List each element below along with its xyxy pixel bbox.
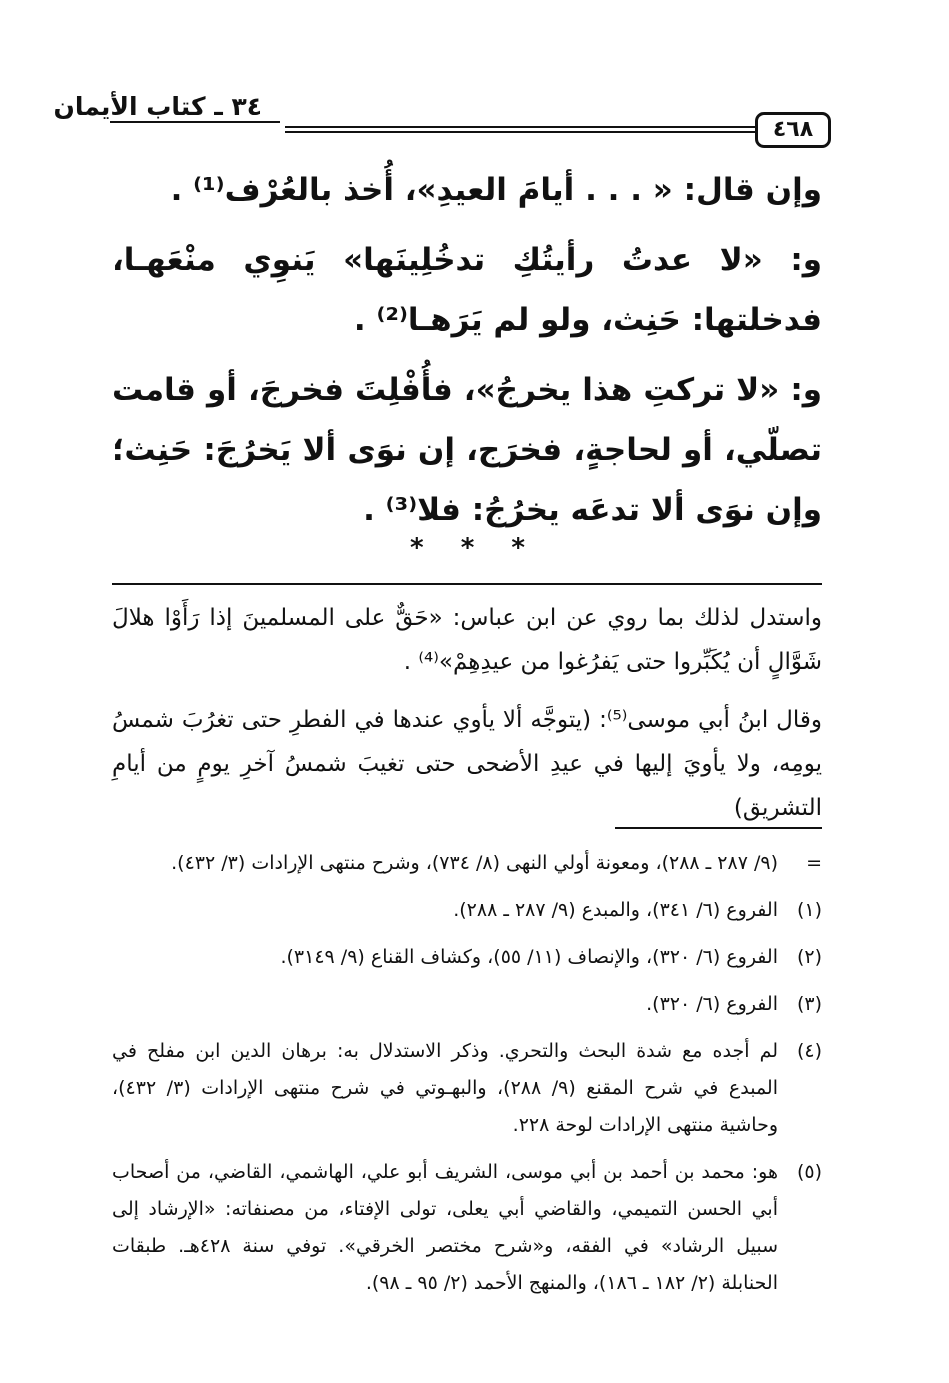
footnote-text: (٩/ ٢٨٧ ـ ٢٨٨)، ومعونة أولي النهى (٨/ ٧٣٤)، وشرح منتهى الإرادات (٣/ ٤٣٢). bbox=[171, 852, 778, 874]
footnote-number: = bbox=[806, 852, 822, 874]
footnote bbox=[112, 939, 822, 976]
footnote-text: الفروع (٦/ ٣٤١)، والمبدع (٩/ ٢٨٧ ـ ٢٨٨). bbox=[453, 899, 778, 921]
continuation-paragraph: وقال ابنُ أبي موسى⁽⁵⁾: (يتوجَّه ألا يأوي عندها في الفطرِ حتى تغرُبَ شمسُ يومِه، ولا يأويَ إليها في عيدِ الأضحى حتى تغيبَ شمسُ آخرِ يومٍ من أيامِ التشريق) bbox=[112, 707, 822, 821]
footnote bbox=[112, 892, 822, 929]
footnote-text: لم أجده مع شدة البحث والتحري. وذكر الاستدلال به: برهان الدين ابن مفلح في المبدع في شرح المقنع (٩/ ٢٨٨)، والبهـوتي في شرح منتهى الإرادات (٣/ ٤٣٢)، وحاشية منتهى الإرادات لوحة ٢٢٨. bbox=[112, 1040, 778, 1136]
footnote bbox=[112, 986, 822, 1023]
section-separator: * * * bbox=[410, 533, 539, 563]
footnote-number: (٤) bbox=[796, 1040, 822, 1062]
main-paragraph: و: «لا تركتِ هذا يخرجُ»، فأُفْلِتَ فخرجَ، أو قامت تصلّي، أو لحاجةٍ، فخرَج، إن نوَى ألا يَخرُجَ: حَنِث؛ وإن نوَى ألا تدعَه يخرُجُ: فلا⁽³⁾ . bbox=[112, 372, 822, 528]
footnote-number: (١) bbox=[796, 899, 822, 921]
continuation-rule bbox=[112, 583, 822, 585]
chapter-title: ٣٤ ـ كتاب الأيمان bbox=[53, 92, 262, 121]
footnote-text: الفروع (٦/ ٣٢٠). bbox=[646, 993, 778, 1015]
footnote bbox=[112, 1033, 822, 1144]
continuation-text bbox=[112, 596, 822, 844]
footnotes bbox=[112, 845, 822, 1312]
footnote-number: (٢) bbox=[796, 946, 822, 968]
footnote bbox=[112, 1154, 822, 1302]
main-paragraph: و: «لا عدتُ رأيتُكِ تدخُلِينَها» يَنوِي منْعَهـا، فدخلتها: حَنِث، ولو لم يَرَهـا⁽²⁾ . bbox=[112, 242, 822, 338]
header-rule-left bbox=[110, 121, 280, 123]
header-rule-double bbox=[285, 126, 755, 133]
main-paragraph: وإن قال: « . . . أيامَ العيدِ»، أُخذ بالعُرْف⁽¹⁾ . bbox=[170, 172, 822, 208]
footnote-text: الفروع (٦/ ٣٢٠)، والإنصاف (١١/ ٥٥)، وكشاف القناع (٩/ ٣١٤٩). bbox=[280, 946, 778, 968]
footnote-number: (٣) bbox=[796, 993, 822, 1015]
footnote bbox=[112, 845, 822, 882]
continuation-paragraph: واستدل لذلك بما روي عن ابن عباس: «حَقٌّ على المسلمينَ إذا رَأَوْا هلالَ شَوَّالٍ أن يُكَبِّروا حتى يَفرُغوا من عيدِهِمْ»⁽⁴⁾ . bbox=[112, 605, 822, 675]
page-number: ٤٦٨ bbox=[755, 112, 831, 148]
main-text bbox=[112, 160, 822, 550]
footnote-number: (٥) bbox=[796, 1161, 822, 1183]
footnote-text: هو: محمد بن أحمد بن أبي موسى، الشريف أبو علي، الهاشمي، القاضي، من أصحاب أبي الحسن التميمي، والقاضي أبي يعلى، تولى الإفتاء، من مصنفاته: «الإرشاد إلى سبيل الرشاد» في الفقه، و«شرح مختصر الخرقي». توفي سنة ٤٢٨هـ. طبقات الحنابلة (٢/ ١٨٢ ـ ١٨٦)، والمنهج الأحمد (٢/ ٩٥ ـ ٩٨). bbox=[112, 1161, 778, 1294]
footnote-rule bbox=[615, 827, 822, 829]
